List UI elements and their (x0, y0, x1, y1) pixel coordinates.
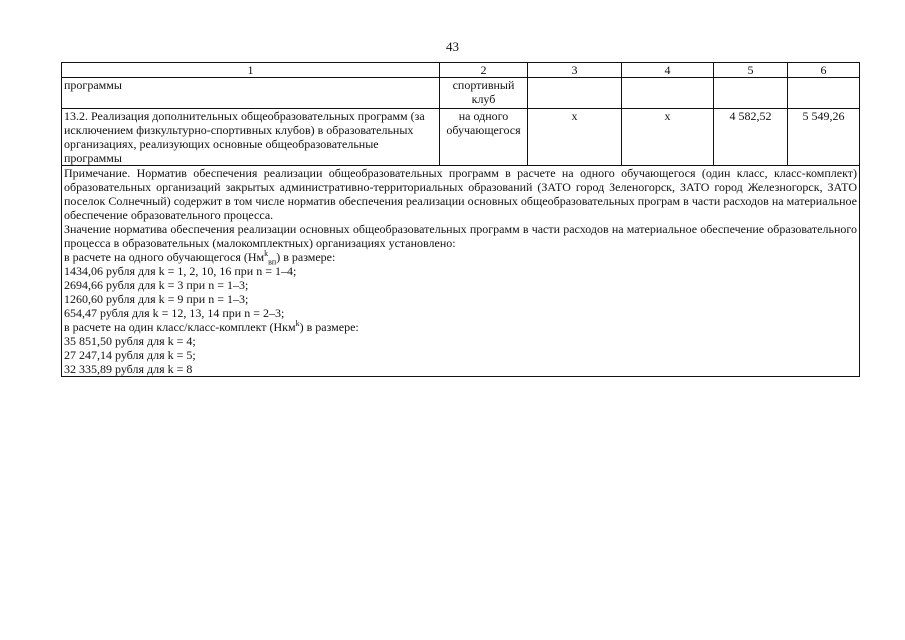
header-col-5: 5 (714, 63, 788, 78)
continuation-empty-cell-6 (788, 78, 860, 109)
continuation-unit-cell: спортивный клуб (440, 78, 528, 109)
header-col-1: 1 (62, 63, 440, 78)
continuation-empty-cell-5 (714, 78, 788, 109)
row-13-2-name-cell: 13.2. Реализация дополнительных общеобразовательных программ (за исключением физкультурно-спортивных клубов) в образовательных организациях, реализующих основные общеобразовательные программы (62, 109, 440, 166)
header-col-4: 4 (622, 63, 714, 78)
row-13-2-col4-cell: х (622, 109, 714, 166)
page-number: 43 (446, 39, 459, 54)
budget-norms-table (61, 62, 860, 377)
continuation-empty-cell-3 (528, 78, 622, 109)
per-class-line: 27 247,14 рубля для k = 5; (64, 348, 196, 362)
row-13-2-col5-cell: 4 582,52 (714, 109, 788, 166)
per-student-line: 1434,06 рубля для k = 1, 2, 10, 16 при n = 1–4; (64, 264, 297, 278)
per-student-line: 654,47 рубля для k = 12, 13, 14 при n = 2–3; (64, 306, 285, 320)
continuation-name-cell: программы (62, 78, 440, 109)
per-student-heading: в расчете на одного обучающегося $(Нм^k_{вп})$ в размере: (64, 249, 336, 267)
note-paragraph-2: Значение норматива обеспечения реализации основных общеобразовательных программ в части расходов на материальное обеспечение образовательного процесса в образовательных (малокомплектных) организациях установлено: (64, 222, 857, 250)
per-student-line: 2694,66 рубля для k = 3 при n = 1–3; (64, 278, 249, 292)
note-row (62, 166, 860, 377)
table-row-continuation (62, 78, 860, 109)
header-col-3: 3 (528, 63, 622, 78)
table-row-13-2 (62, 109, 860, 166)
per-class-line: 35 851,50 рубля для k = 4; (64, 334, 196, 348)
row-13-2-col6-cell: 5 549,26 (788, 109, 860, 166)
note-paragraph-1: Примечание. Норматив обеспечения реализации общеобразовательных программ в расчете на одного обучающегося (один класс, класс-комплект) образовательных организаций закрытых административно-территориальных образований (ЗАТО город Зеленогорск, ЗАТО город Железногорск, ЗАТО поселок Солнечный) содержит в том числе норматив обеспечения реализации основных общеобразовательных програм в части расходов на материальное обеспечение образовательного процесса. (64, 166, 857, 222)
row-13-2-col3-cell: х (528, 109, 622, 166)
per-class-heading: в расчете на один класс/класс-комплект (Нкм$^k$) в размере: (64, 319, 359, 334)
header-col-2: 2 (440, 63, 528, 78)
header-col-6: 6 (788, 63, 860, 78)
note-cell (62, 166, 860, 377)
continuation-empty-cell-4 (622, 78, 714, 109)
per-student-line: 1260,60 рубля для k = 9 при n = 1–3; (64, 292, 249, 306)
header-row (62, 63, 860, 78)
row-13-2-unit-cell: на одного обучающегося (440, 109, 528, 166)
per-class-line: 32 335,89 рубля для k = 8 (64, 362, 193, 376)
